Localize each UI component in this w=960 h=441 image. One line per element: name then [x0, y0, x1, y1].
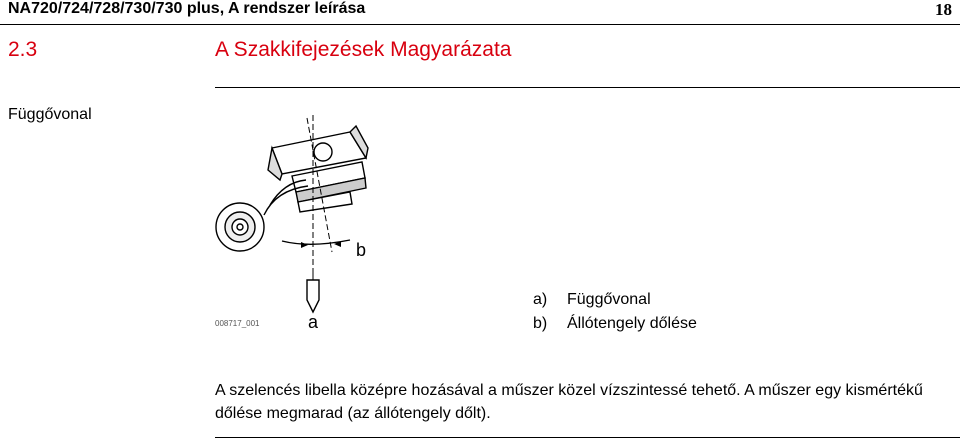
bottom-rule [215, 437, 960, 438]
instrument-body [268, 126, 368, 212]
legend-text: Állótengely dőlése [567, 315, 697, 332]
section-rule [215, 87, 960, 88]
document-title: NA720/724/728/730/730 plus, A rendszer leírása [8, 0, 366, 17]
legend-item [533, 288, 697, 312]
section-number: 2.3 [8, 38, 38, 61]
legend-key: a) [533, 291, 548, 308]
plumb-line-figure [210, 100, 390, 340]
body-paragraph: A szelencés libella középre hozásával a műszer közel vízszintessé tehető. A műszer egy kismértékű dőlése megmarad (az állótengely dőlt). [215, 382, 923, 422]
plumb-bob [307, 280, 319, 312]
header-rule [0, 24, 960, 25]
figure-id: 008717_001 [215, 319, 260, 328]
figure-label-b: b [356, 240, 367, 260]
figure-legend [533, 288, 697, 336]
legend-text: Függővonal [567, 291, 651, 308]
section-title: A Szakkifejezések Magyarázata [215, 38, 512, 61]
page-number: 18 [935, 0, 952, 19]
topic-label: Függővonal [8, 106, 92, 123]
circular-level [216, 180, 308, 251]
legend-key: b) [533, 315, 548, 332]
figure-label-a: a [308, 312, 319, 332]
legend-item [533, 312, 697, 336]
